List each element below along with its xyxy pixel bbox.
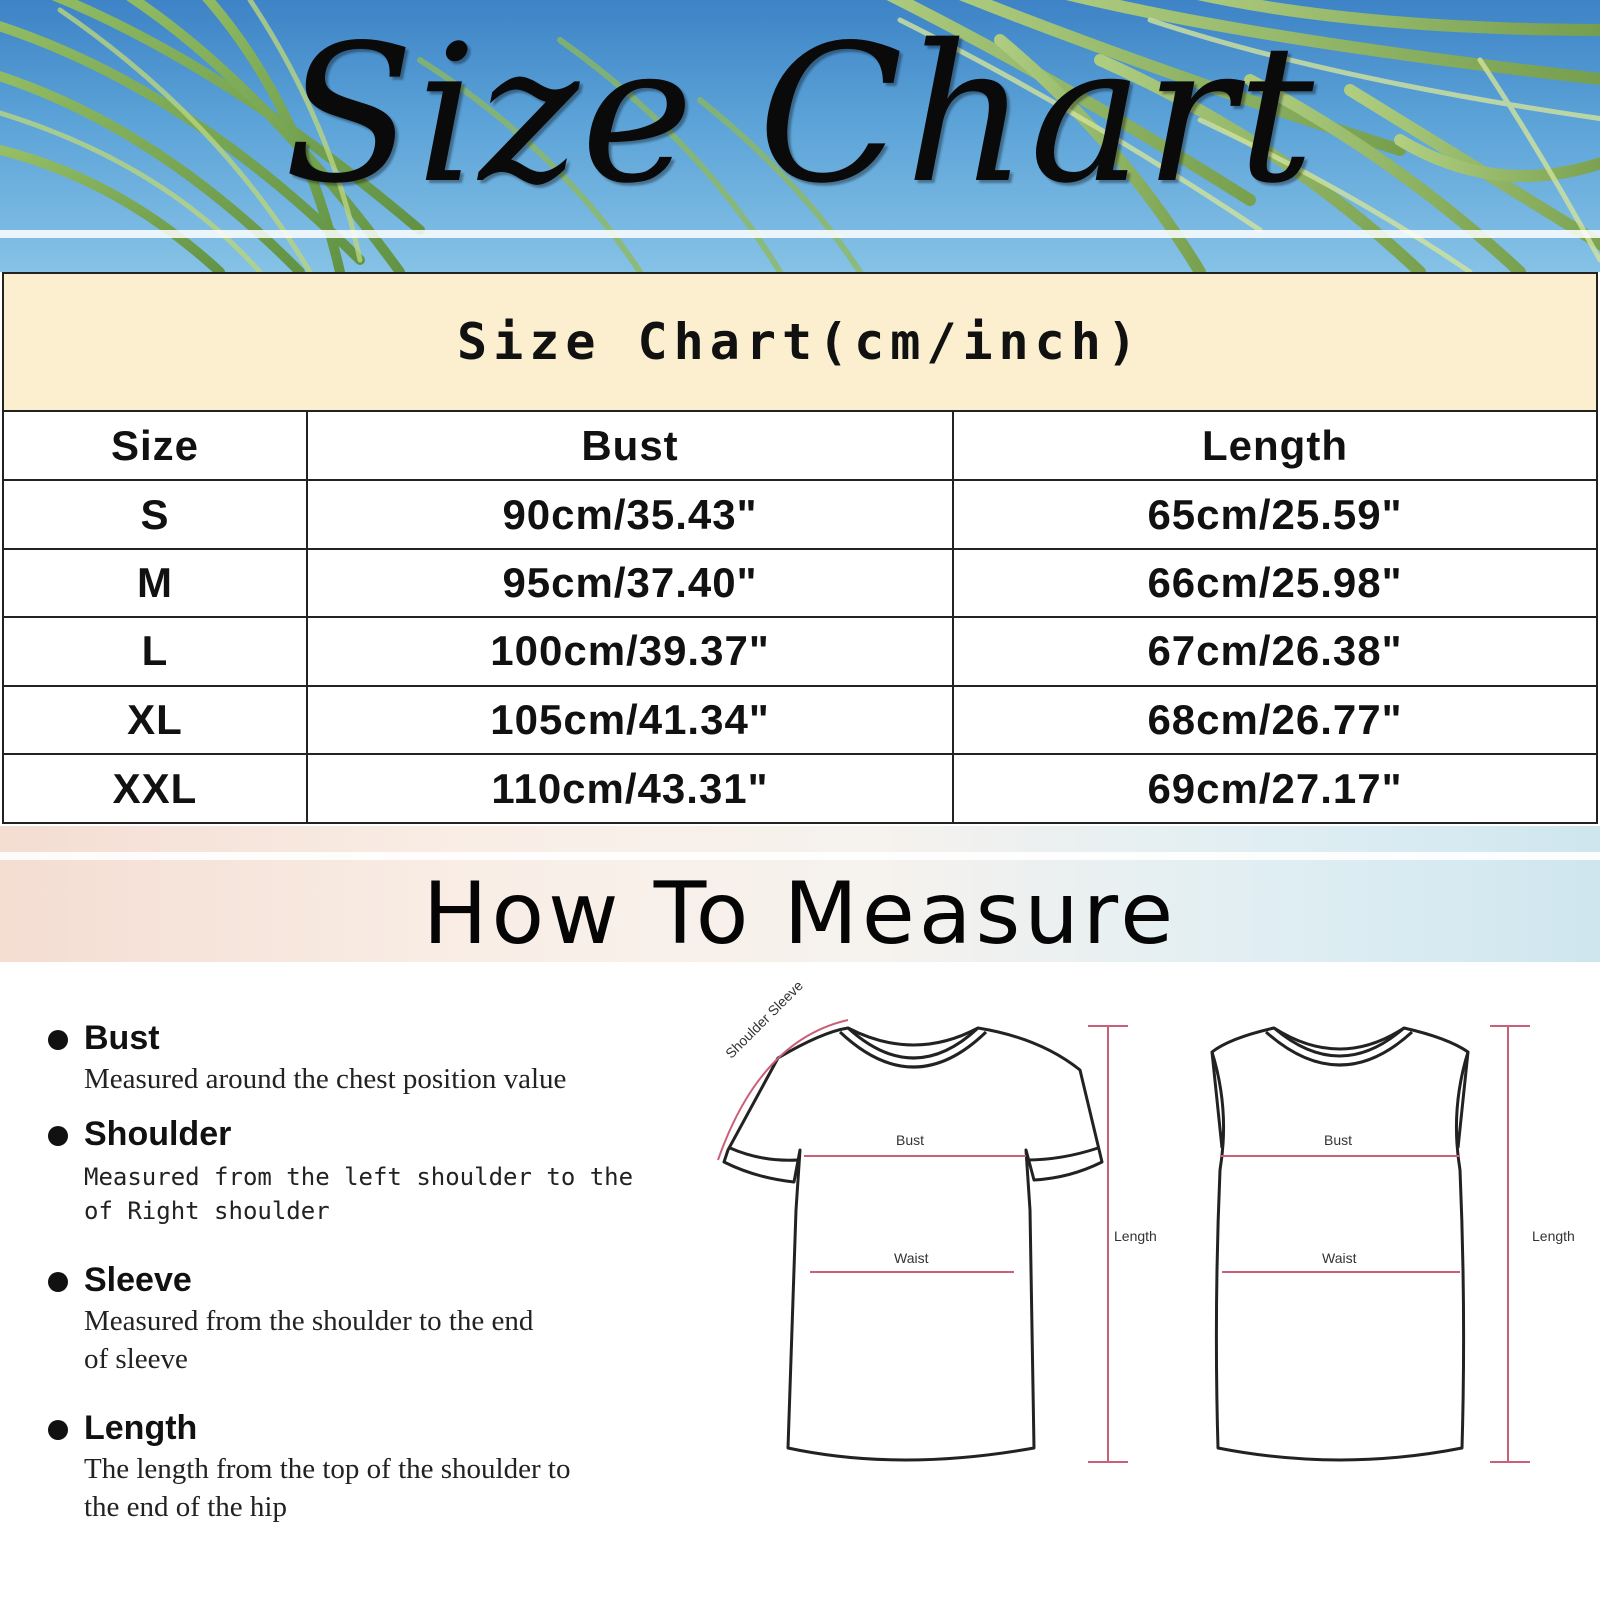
banner-divider [0,230,1600,238]
table-row [4,754,1596,822]
instruction-heading: Length [84,1409,198,1447]
bust-cell: 90cm/35.43" [307,480,953,548]
table-header-row [4,412,1596,480]
column-header-size: Size [4,412,307,480]
bullet-icon [48,1126,68,1146]
bust-cell: 105cm/41.34" [307,686,953,754]
size-cell: XXL [4,754,307,822]
column-header-length: Length [953,412,1596,480]
instruction-text [84,1160,664,1228]
size-cell: S [4,480,307,548]
instruction-text [84,1302,664,1378]
tank-top-icon [1212,1028,1468,1460]
bust-cell: 95cm/37.40" [307,549,953,617]
instruction-heading: Shoulder [84,1115,232,1153]
instruction-line: of sleeve [84,1343,188,1375]
instruction-line: Measured from the shoulder to the end [84,1305,534,1337]
size-cell: M [4,549,307,617]
garment-measurement-diagram [700,977,1580,1510]
tshirt-waist-label: Waist [894,1250,929,1266]
instruction-line: of Right shoulder [84,1197,330,1225]
instruction-line: Measured from the left shoulder to the [84,1163,634,1191]
length-cell: 68cm/26.77" [953,686,1596,754]
instruction-line: Measured around the chest position value [84,1063,567,1095]
how-to-measure-title: How To Measure [422,864,1178,964]
band-divider [0,852,1600,860]
table-row [4,686,1596,754]
table-row [4,549,1596,617]
size-table [4,412,1596,822]
table-row [4,480,1596,548]
size-cell: XL [4,686,307,754]
size-cell: L [4,617,307,685]
length-cell: 69cm/27.17" [953,754,1596,822]
table-caption [4,274,1596,412]
bust-cell: 110cm/43.31" [307,754,953,822]
instruction-line: the end of the hip [84,1491,287,1523]
instruction-text [84,1060,664,1098]
tshirt-bust-label: Bust [896,1132,925,1148]
header-banner [0,0,1600,272]
tshirt-icon [724,1028,1102,1460]
tank-length-label: Length [1532,1228,1575,1244]
tank-waist-label: Waist [1322,1250,1357,1266]
length-cell: 66cm/25.98" [953,549,1596,617]
instruction-heading: Sleeve [84,1261,192,1299]
table-caption-text: Size Chart(cm/inch) [457,313,1143,371]
garment-outlines [700,1010,1580,1510]
bullet-icon [48,1420,68,1440]
tshirt-length-label: Length [1114,1228,1157,1244]
page-title: Size Chart [283,4,1317,225]
shoulder-sleeve-label: Shoulder Sleeve [722,977,806,1062]
table-row [4,617,1596,685]
size-chart-table [2,272,1598,824]
column-header-bust: Bust [307,412,953,480]
how-to-measure-banner [0,826,1600,962]
bullet-icon [48,1030,68,1050]
length-cell: 65cm/25.59" [953,480,1596,548]
tank-bust-label: Bust [1324,1132,1353,1148]
instruction-line: The length from the top of the shoulder to [84,1453,571,1485]
instruction-text [84,1450,664,1526]
bust-cell: 100cm/39.37" [307,617,953,685]
length-cell: 67cm/26.38" [953,617,1596,685]
instruction-heading: Bust [84,1019,160,1057]
bullet-icon [48,1272,68,1292]
